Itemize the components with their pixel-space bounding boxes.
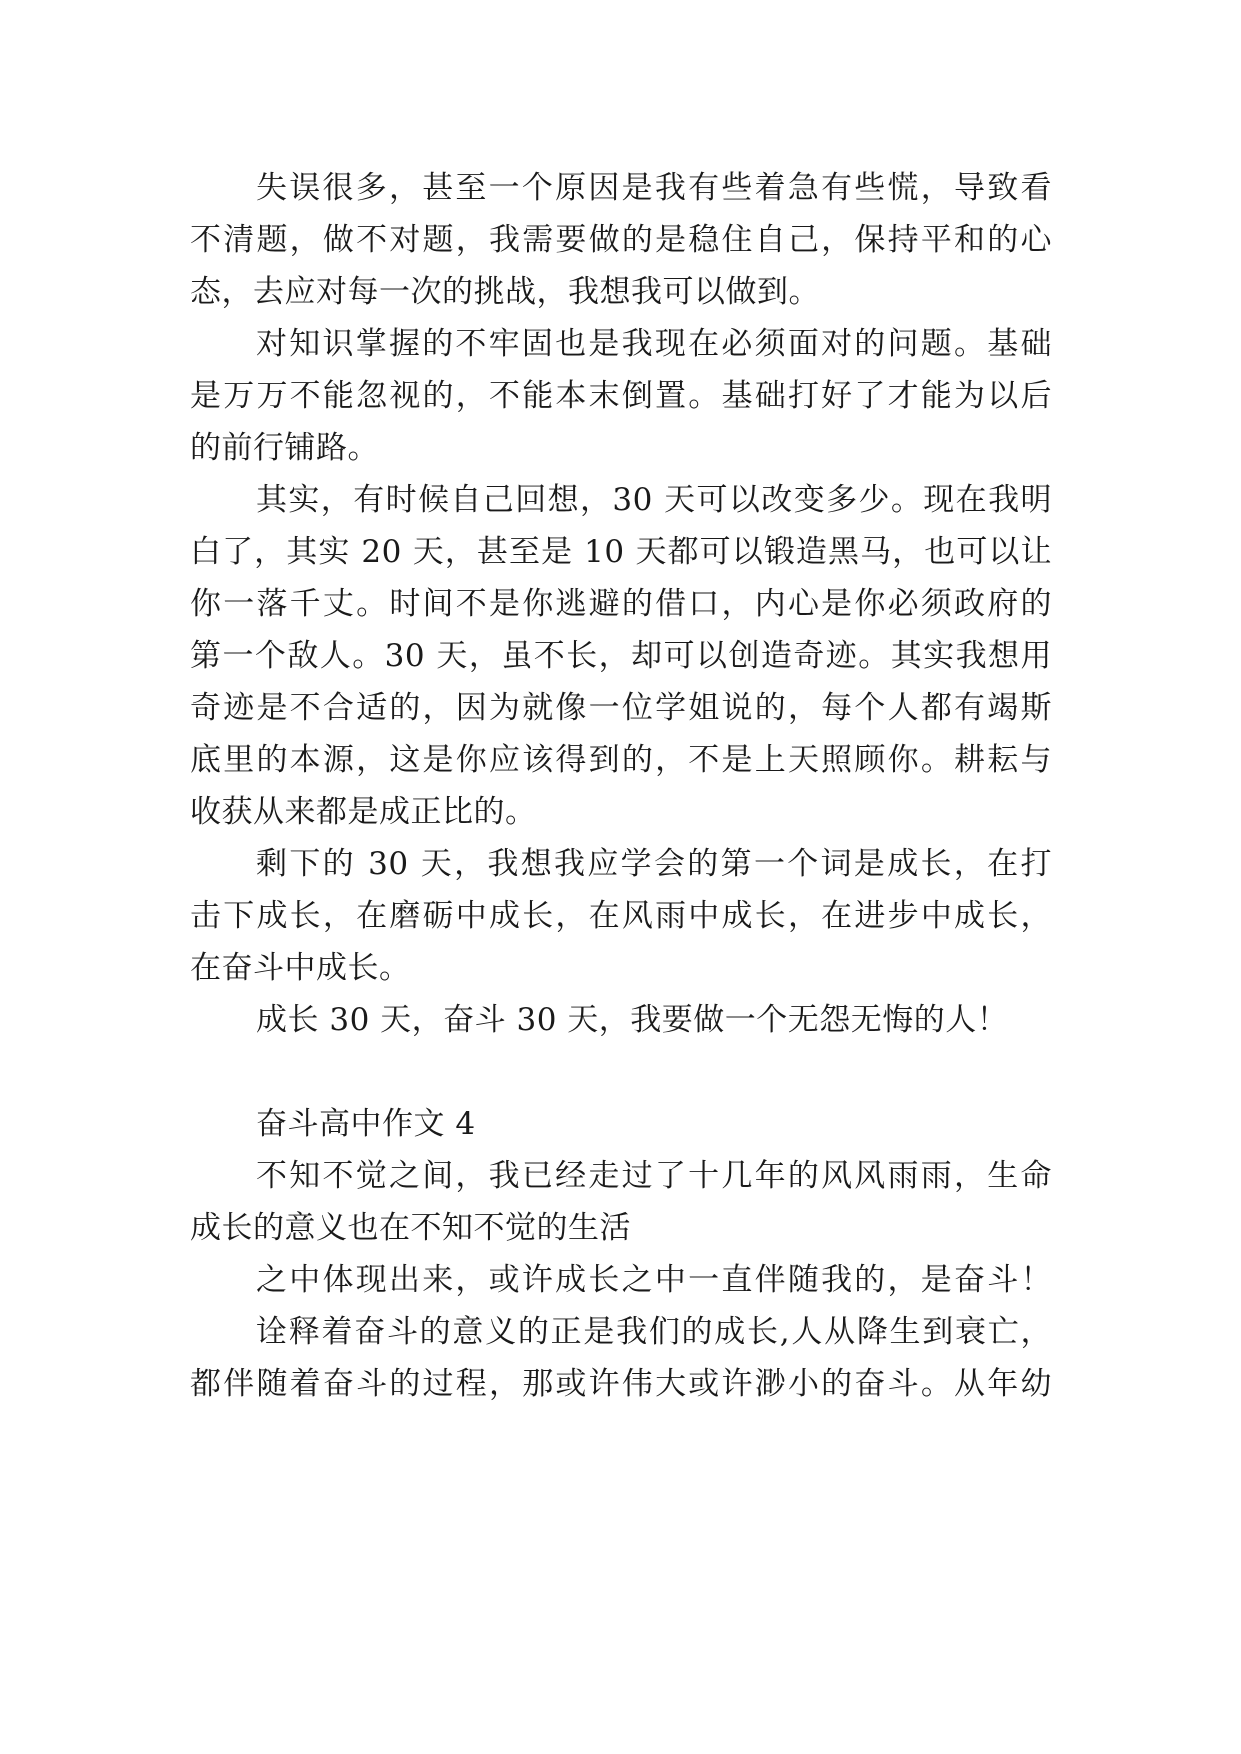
paragraph-line: 不知不觉之间，我已经走过了十几年的风风雨雨，生命 bbox=[256, 1158, 1052, 1194]
paragraph-line: 击下成长，在磨砺中成长，在风雨中成长，在进步中成长， bbox=[190, 898, 1052, 934]
paragraph-line: 的前行铺路。 bbox=[190, 430, 379, 466]
paragraph-line: 在奋斗中成长。 bbox=[190, 950, 411, 986]
paragraph-line: 失误很多，甚至一个原因是我有些着急有些慌，导致看 bbox=[256, 170, 1052, 206]
paragraph-line: 之中体现出来，或许成长之中一直伴随我的，是奋斗！ bbox=[256, 1262, 1052, 1298]
paragraph-line: 底里的本源，这是你应该得到的，不是上天照顾你。耕耘与 bbox=[190, 742, 1052, 778]
paragraph-line: 对知识掌握的不牢固也是我现在必须面对的问题。基础 bbox=[256, 326, 1052, 362]
paragraph-line: 成长的意义也在不知不觉的生活 bbox=[190, 1210, 631, 1246]
paragraph-line: 是万万不能忽视的，不能本末倒置。基础打好了才能为以后 bbox=[190, 378, 1052, 414]
paragraph-line: 态，去应对每一次的挑战，我想我可以做到。 bbox=[190, 274, 820, 310]
paragraph-line: 诠释着奋斗的意义的正是我们的成长,人从降生到衰亡， bbox=[256, 1314, 1052, 1350]
paragraph-line: 都伴随着奋斗的过程，那或许伟大或许渺小的奋斗。从年幼 bbox=[190, 1366, 1052, 1402]
paragraph-line: 你一落千丈。时间不是你逃避的借口，内心是你必须政府的 bbox=[190, 586, 1052, 622]
section-heading: 奋斗高中作文 4 bbox=[256, 1106, 476, 1142]
paragraph-line: 奇迹是不合适的，因为就像一位学姐说的，每个人都有竭斯 bbox=[190, 690, 1052, 726]
paragraph-line: 剩下的 30 天，我想我应学会的第一个词是成长，在打 bbox=[256, 846, 1052, 882]
paragraph-line: 白了，其实 20 天，甚至是 10 天都可以锻造黑马，也可以让 bbox=[190, 534, 1052, 570]
paragraph-line: 其实，有时候自己回想，30 天可以改变多少。现在我明 bbox=[256, 482, 1052, 518]
paragraph-line: 第一个敌人。30 天，虽不长，却可以创造奇迹。其实我想用 bbox=[190, 638, 1052, 674]
paragraph-line: 成长 30 天，奋斗 30 天，我要做一个无怨无悔的人！ bbox=[256, 1002, 1009, 1038]
paragraph-line: 不清题，做不对题，我需要做的是稳住自己，保持平和的心 bbox=[190, 222, 1052, 258]
paragraph-line: 收获从来都是成正比的。 bbox=[190, 794, 537, 830]
